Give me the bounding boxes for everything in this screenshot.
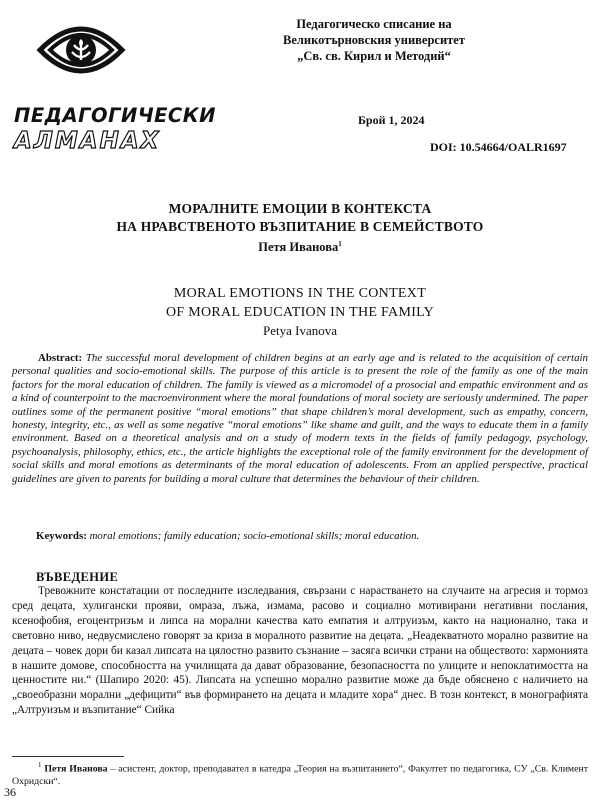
journal-line-3: „Св. св. Кирил и Методий“ [297,49,451,63]
footnote-mark: 1 [38,761,42,769]
footnote [12,759,588,788]
title-bg-line-1: МОРАЛНИТЕ ЕМОЦИИ В КОНТЕКСТА [168,201,432,216]
keywords [36,530,588,543]
brand-title-line-1: ПЕДАГОГИЧЕСКИ [14,104,216,127]
keywords-text: moral emotions; family education; socio-emotional skills; moral education. [89,530,420,542]
article-title-bg [40,200,560,236]
footnote-divider [12,756,124,757]
author-bg-text: Петя Иванова [258,240,339,255]
journal-info [234,16,514,64]
article-title-en [40,284,560,322]
journal-logo [36,10,126,95]
footnote-author-name: Петя Иванова [44,763,108,775]
footnote-ref[interactable]: 1 [338,240,342,248]
footnote-text: – асистент, доктор, преподавател в катедра „Теория на възпитанието“, Факултет по педагогика, СУ „Св. Климент Охридски“. [12,763,589,787]
journal-line-2: Великотърновския университет [283,33,465,47]
title-bg-line-2: НА НРАВСТВЕНОТО ВЪЗПИТАНИЕ В СЕМЕЙСТВОТО [116,219,484,234]
abstract-label: Abstract: [38,352,83,364]
body-paragraph: Тревожните констатации от последните изследвания, свързани с нарастването на случаите на агресия и тормоз сред децата, хулигански прояви, омраза, лъжа, измама, расово и социално мотивирани негативни послания, ксенофобия, егоцентризъм и липса на морални качества като емпатия и алтруизъм, както на национално, така и световно ниво, недвусмислено говорят за криза в моралното развитие на децата. „Неадекватното морално развитие на децата – човек дори би казал липсата на цялостно развито съзнание – засяга всички страни на обществото: хармонията в нашите домове, способността на училищата да дават образование, безопасността по улиците и непоклатимостта на ценностите ни.“ (Шапиро 2020: 45). Липсата на успешно морално развитие може да бъде обяснено с наличието на „своеобразни морални „дефицити“ във формирането на децата и младите хора“ днес. В тозн контекст, в монографията „Алтруизъм и възпитание“ Сийка [12,585,588,717]
page-number: 36 [4,785,16,799]
section-heading: ВЪВЕДЕНИЕ [36,570,119,584]
title-en-line-1: MORAL EMOTIONS IN THE CONTEXT [173,286,427,301]
author-name-en: Petya Ivanova [262,323,337,338]
doi-link[interactable]: DOI: 10.54664/OALR1697 [430,140,567,154]
brand-title-line-2: АЛМАНАХ [14,128,161,154]
keywords-label: Keywords: [36,530,87,542]
title-en-line-2: OF MORAL EDUCATION IN THE FAMILY [165,305,435,320]
journal-line-1: Педагогическо списание на [296,17,452,31]
abstract-text: The successful moral development of children begins at an early age and is related to the acquisition of certain personal qualities and socio-emotional skills. The purpose of this article is to present the role of the family as one of the main factors for the moral education of children. The family is viewed as a micromodel of a prosocial and empathic environment and as a kind of counterpoint to the macroenvironment where the moral foundations of moral society are seriously undermined. The paper outlines some of the permanent positive “moral emotions” that shape children’s moral development, such as empathy, concern, honesty, integrity, etc., as well as some negative “moral emotions” like shame and guilt, and the ways to educate them in a family environment. Based on a theoretical analysis and on a study of modern texts in the fields of family pedagogy, psychology, psychoanalysis, philosophy, ethics, etc., the article highlights the exceptional role of the family environment for the development of social skills and moral emotions as determinants of the moral education of adolescents. From an applied perspective, practical guidelines are given to parents for building a moral culture that determines the behaviour of their children. [12,352,588,485]
author-name-bg [40,240,560,255]
issue-number: Брой 1, 2024 [358,113,425,127]
abstract [12,352,588,486]
